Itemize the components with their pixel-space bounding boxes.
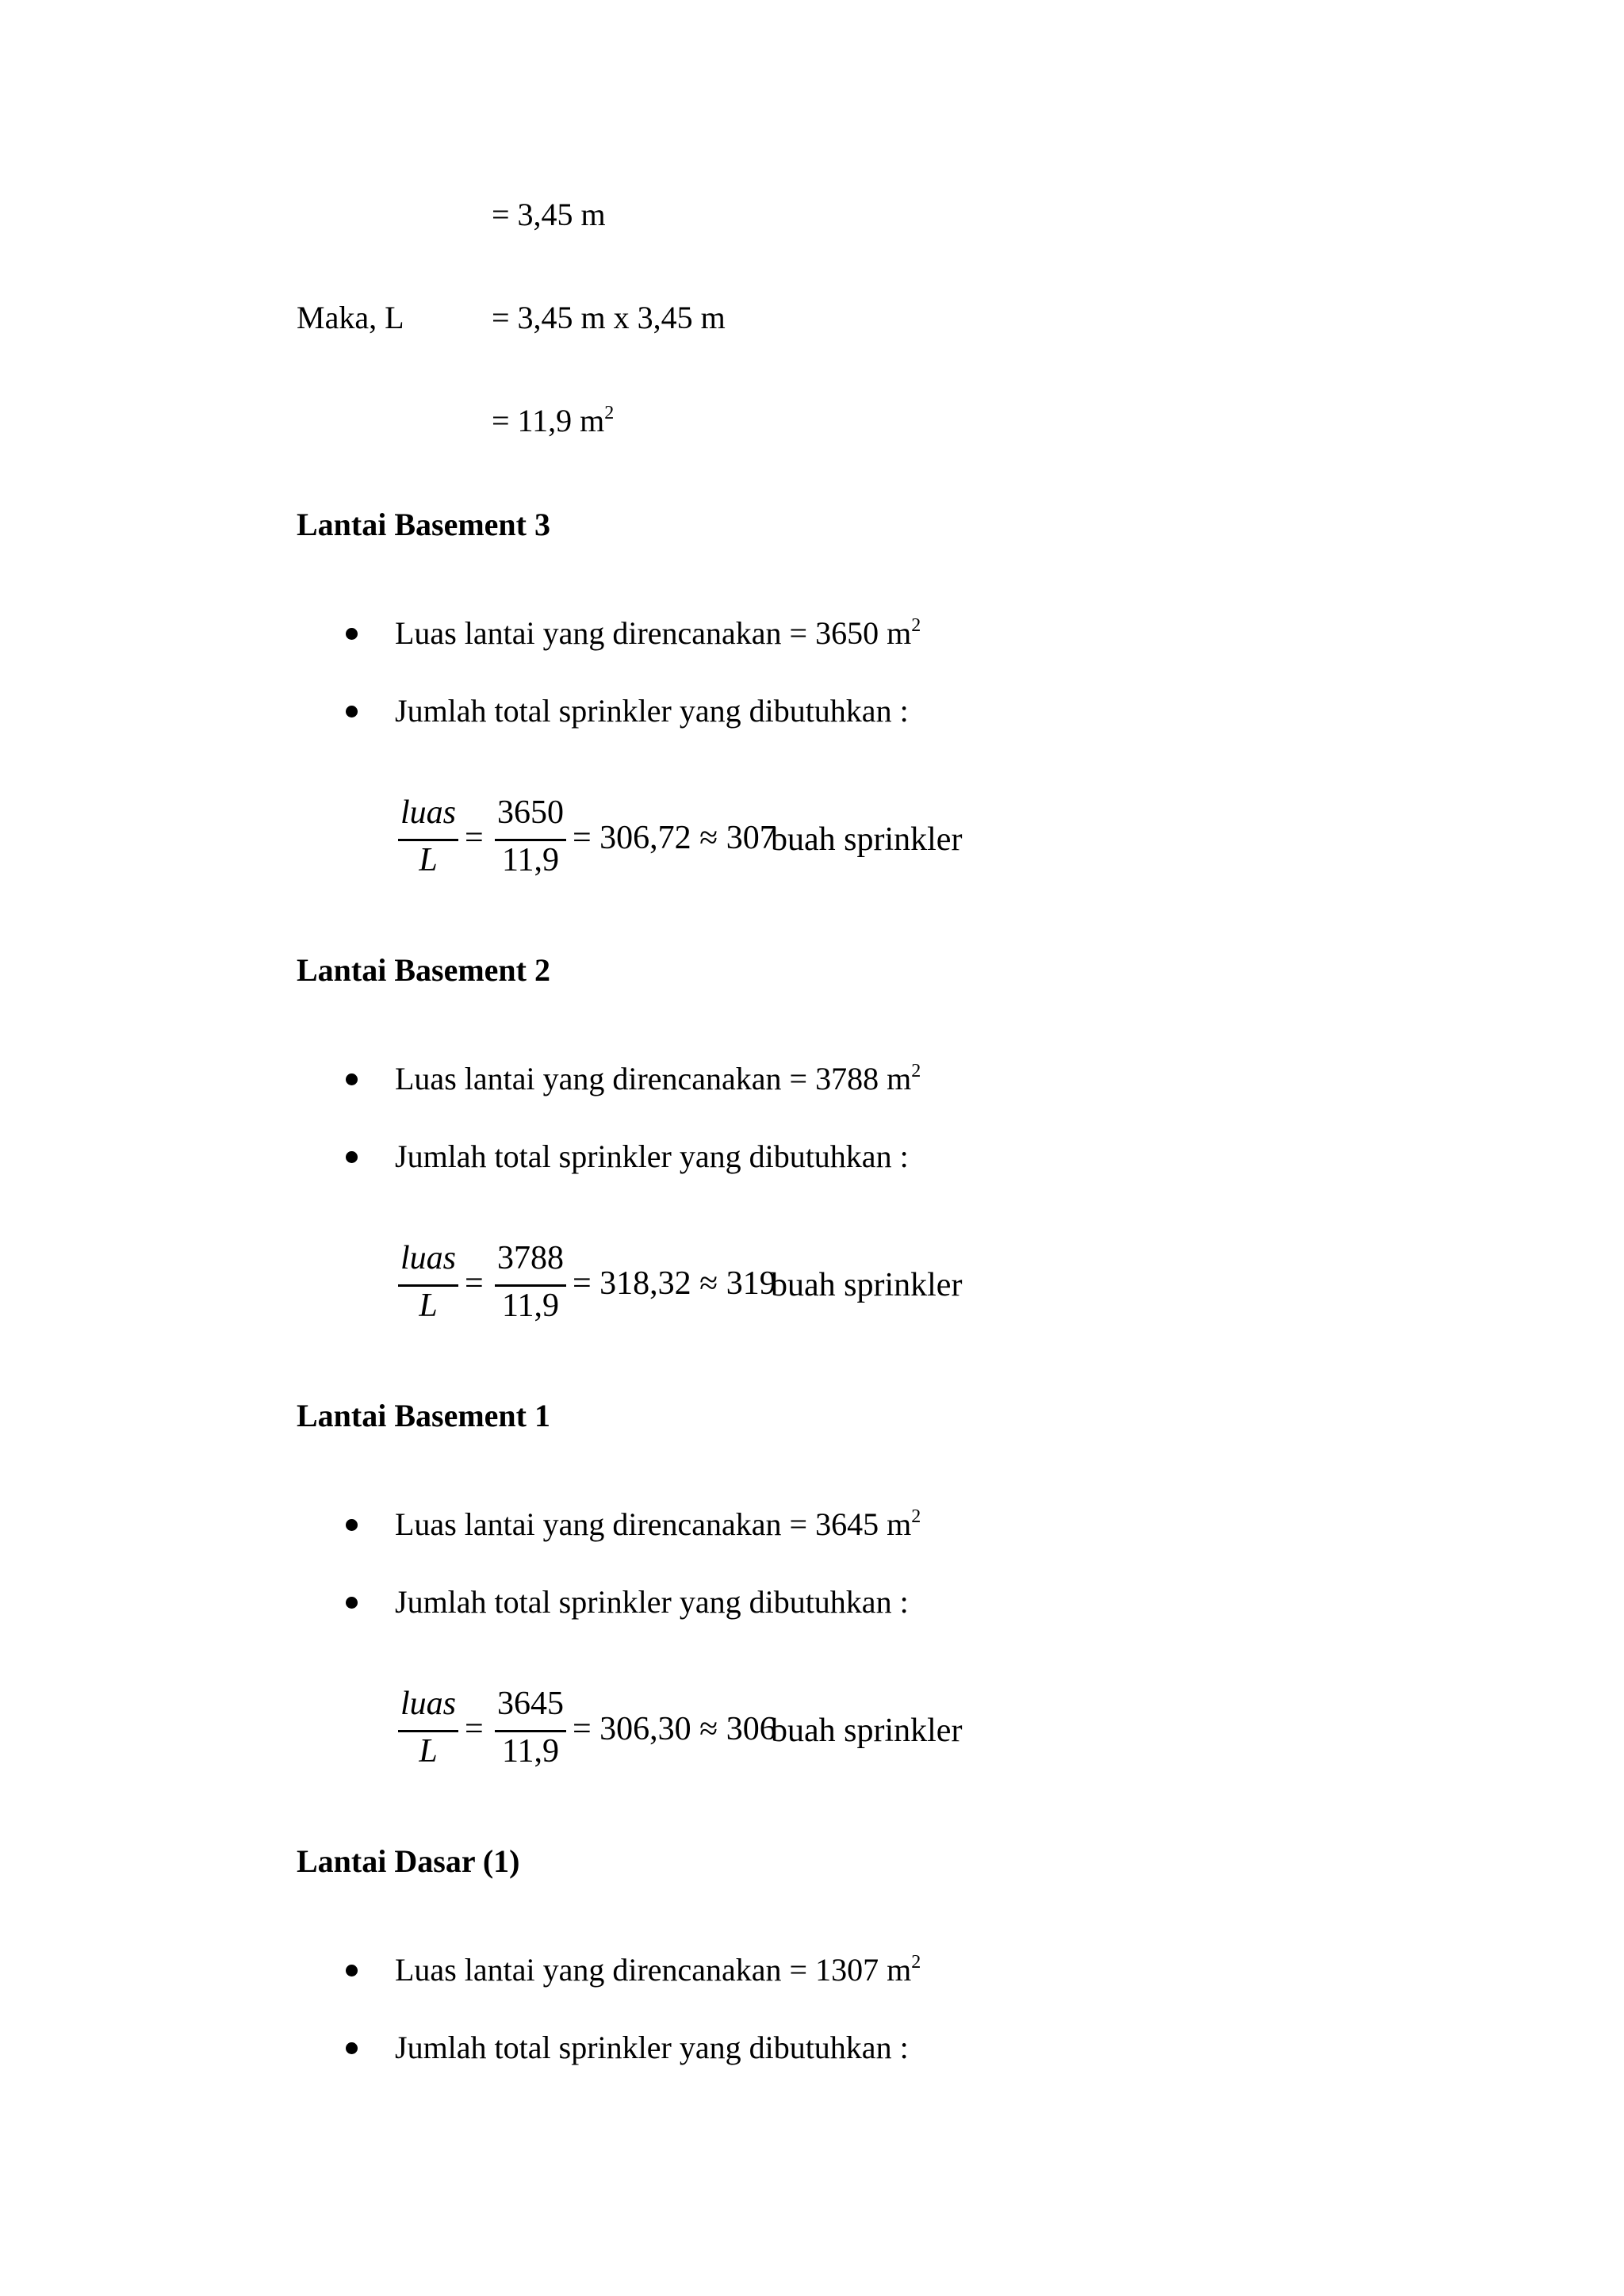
superscript: 2 (911, 1506, 921, 1527)
section-heading: Lantai Basement 2 (297, 952, 550, 988)
formula-denominator: L (419, 1288, 438, 1324)
formula-numerator: 3788 (497, 1240, 564, 1276)
superscript: 2 (911, 1952, 921, 1973)
equals-sign: = (465, 1265, 484, 1302)
sprinkler-formula (396, 1238, 1110, 1334)
equation-line-2: = 3,45 m x 3,45 m (492, 300, 726, 335)
bullet-icon (346, 1519, 358, 1531)
equals-sign: = (465, 820, 484, 856)
formula-unit: buah sprinkler (771, 821, 963, 858)
formula-denominator: 11,9 (502, 842, 559, 878)
formula-denominator: 11,9 (502, 1288, 559, 1324)
formula-numerator: 3650 (497, 794, 564, 831)
superscript: 2 (604, 403, 615, 423)
bullet-icon (346, 2042, 358, 2054)
formula-denominator: L (419, 842, 438, 878)
bullet-item (395, 1506, 921, 1544)
section-heading: Lantai Basement 1 (297, 1398, 550, 1433)
bullet-item (395, 1951, 921, 1989)
bullet-item-text: Luas lantai yang direncanakan = 3788 m (395, 1061, 912, 1096)
formula-numerator: luas (400, 794, 456, 831)
section-heading: Lantai Dasar (1) (297, 1843, 520, 1879)
formula-numerator: 3645 (497, 1686, 564, 1722)
section-heading: Lantai Basement 3 (297, 507, 550, 542)
bullet-icon (346, 1597, 358, 1609)
sprinkler-formula (396, 793, 1110, 888)
bullet-item-text: Luas lantai yang direncanakan = 3650 m (395, 615, 912, 651)
bullet-icon (346, 706, 358, 718)
bullet-item (395, 614, 921, 652)
bullet-item: Jumlah total sprinkler yang dibutuhkan : (395, 2030, 909, 2065)
bullet-item: Jumlah total sprinkler yang dibutuhkan : (395, 693, 909, 729)
formula-numerator: luas (400, 1240, 456, 1276)
bullet-item-text: Luas lantai yang direncanakan = 1307 m (395, 1952, 912, 1988)
equation-line-3-value: = 11,9 m (492, 403, 605, 438)
bullet-item: Jumlah total sprinkler yang dibutuhkan : (395, 1584, 909, 1620)
bullet-item: Jumlah total sprinkler yang dibutuhkan : (395, 1138, 909, 1174)
formula-result: = 318,32 ≈ 319 (573, 1265, 776, 1302)
bullet-icon (346, 1073, 358, 1085)
sprinkler-formula (396, 1684, 1110, 1779)
formula-result: = 306,30 ≈ 306 (573, 1711, 776, 1747)
bullet-icon (346, 1151, 358, 1163)
formula-denominator: 11,9 (502, 1733, 559, 1770)
equation-line-1: = 3,45 m (492, 197, 606, 232)
formula-denominator: L (419, 1733, 438, 1770)
bullet-icon (346, 628, 358, 640)
bullet-icon (346, 1965, 358, 1976)
equals-sign: = (465, 1711, 484, 1747)
formula-numerator: luas (400, 1686, 456, 1722)
superscript: 2 (911, 1061, 921, 1081)
formula-unit: buah sprinkler (771, 1712, 963, 1749)
superscript: 2 (911, 615, 921, 636)
bullet-item-text: Luas lantai yang direncanakan = 3645 m (395, 1506, 912, 1542)
bullet-item (395, 1060, 921, 1098)
equation-line-3 (492, 402, 614, 440)
formula-unit: buah sprinkler (771, 1267, 963, 1303)
formula-result: = 306,72 ≈ 307 (573, 820, 776, 856)
maka-label: Maka, L (297, 300, 404, 335)
